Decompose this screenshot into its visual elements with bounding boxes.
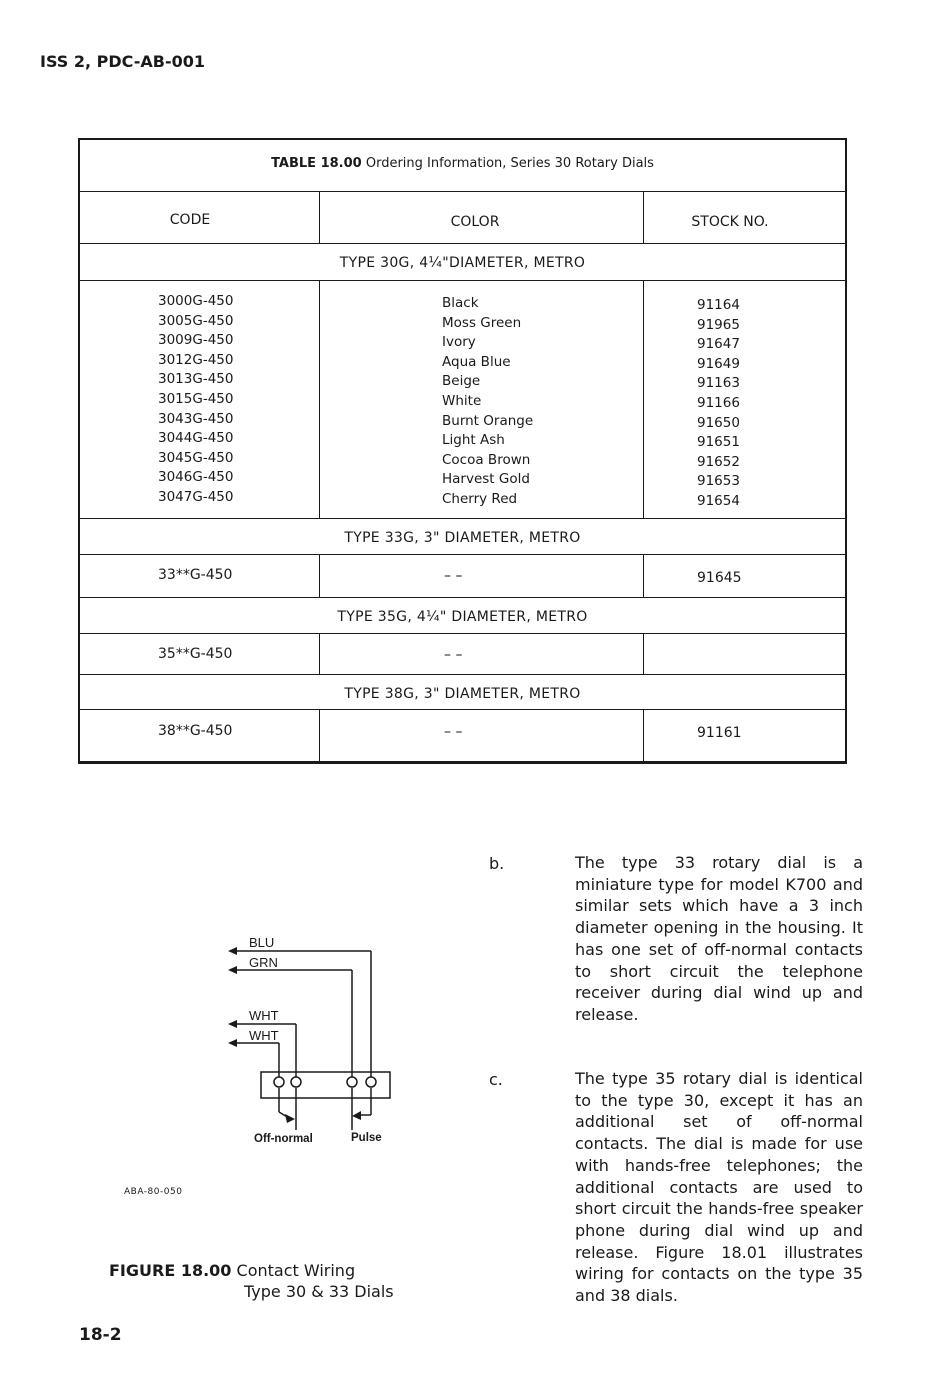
table-cell: 3009G-450: [158, 332, 234, 349]
label-wht-1: WHT: [249, 1008, 279, 1023]
column-divider: [319, 633, 320, 674]
label-off-normal: Off-normal: [254, 1133, 313, 1145]
column-divider: [643, 709, 644, 764]
table-cell: 3012G-450: [158, 351, 234, 368]
table-cell: 91653: [697, 473, 740, 490]
arrow-icon: [228, 1039, 237, 1047]
label-grn: GRN: [249, 955, 278, 970]
arrow-icon: [228, 1020, 237, 1028]
column-divider: [319, 709, 320, 764]
figure-number: FIGURE 18.00: [109, 1261, 232, 1280]
table-cell: Light Ash: [442, 432, 505, 449]
column-divider: [643, 191, 644, 243]
table-cell: Beige: [442, 373, 481, 390]
table-cell: 91654: [697, 492, 740, 509]
table-cell: 3045G-450: [158, 449, 234, 466]
code-33g: 33**G-450: [158, 567, 233, 583]
color-list: [442, 294, 533, 510]
label-pulse: Pulse: [351, 1132, 382, 1144]
table-cell: White: [442, 392, 482, 409]
table-rule: [80, 674, 845, 675]
table-cell: 91166: [697, 394, 740, 411]
column-header-color: COLOR: [450, 214, 500, 230]
table-cell: Cherry Red: [442, 490, 518, 507]
code-38g: 38**G-450: [158, 723, 233, 739]
table-title: Ordering Information, Series 30 Rotary Dials: [365, 156, 654, 171]
label-wht-2: WHT: [249, 1028, 279, 1043]
table-cell: 91164: [697, 297, 740, 313]
arrow-icon: [285, 1114, 295, 1123]
table-rule: [80, 554, 845, 555]
table-rule: [80, 633, 845, 634]
figure-reference: ABA-80-050: [124, 1187, 183, 1197]
table-cell: Harvest Gold: [442, 471, 530, 488]
color-35g: – –: [444, 647, 463, 663]
table-cell: 91652: [697, 453, 740, 470]
document-header: ISS 2, PDC-AB-001: [40, 52, 206, 71]
column-header-code: CODE: [169, 212, 211, 228]
table-caption: [80, 156, 845, 171]
terminal-circle: [347, 1077, 357, 1087]
column-divider: [643, 633, 644, 674]
table-cell: Black: [442, 295, 479, 311]
table-cell: Moss Green: [442, 314, 522, 331]
ordering-table: [78, 138, 847, 764]
terminal-circle: [274, 1077, 284, 1087]
color-33g: – –: [444, 568, 463, 584]
paragraph-c-label: c.: [489, 1070, 503, 1089]
table-cell: Aqua Blue: [442, 353, 511, 370]
column-divider: [319, 191, 320, 243]
page-number: 18-2: [79, 1325, 122, 1345]
table-cell: Ivory: [442, 334, 476, 351]
paragraph-b: The type 33 rotary dial is a miniature type for model K700 and similar sets which have a 3 inch diameter opening in the housing. It has one set of off-normal contacts to short circuit the telephone receiver during dial wind up and release.: [575, 853, 863, 1024]
arrow-icon: [228, 966, 237, 974]
arrow-icon: [352, 1111, 361, 1120]
table-cell: 3013G-450: [158, 371, 234, 388]
column-divider: [643, 280, 644, 518]
table-rule: [80, 709, 845, 710]
terminal-circle: [291, 1077, 301, 1087]
figure-caption-line2: Type 30 & 33 Dials: [244, 1282, 394, 1301]
stock-38g: 91161: [697, 725, 742, 741]
contact-wiring-diagram: [225, 930, 405, 1150]
paragraph-b-label: b.: [489, 854, 505, 873]
color-38g: – –: [444, 724, 463, 740]
arrow-icon: [228, 947, 237, 955]
table-cell: 91647: [697, 336, 740, 353]
stock-33g: 91645: [697, 570, 742, 586]
table-cell: 3046G-450: [158, 469, 234, 486]
table-number: TABLE 18.00: [271, 156, 362, 171]
column-header-stock: STOCK NO.: [691, 214, 769, 230]
section-type-30g: TYPE 30G, 4¼"DIAMETER, METRO: [339, 255, 586, 271]
paragraph-c: The type 35 rotary dial is identical to the type 30, except it has an additional set of off-normal contacts. The dial is made for use with hands-free telephones; the additional contacts are used to short circuit the hands-free speaker phone during dial wind up and release. Figure 18.01 illustrates wiring for contacts on the type 35 and 38 dials.: [575, 1069, 863, 1306]
column-divider: [319, 554, 320, 597]
terminal-circle: [366, 1077, 376, 1087]
table-cell: 3043G-450: [158, 410, 234, 427]
table-rule: [80, 597, 845, 598]
column-divider: [643, 554, 644, 597]
table-cell: 3000G-450: [158, 293, 234, 309]
code-list: [158, 292, 233, 508]
table-cell: 91649: [697, 355, 740, 372]
table-cell: 3044G-450: [158, 430, 234, 447]
section-type-38g: TYPE 38G, 3" DIAMETER, METRO: [344, 686, 581, 702]
table-cell: 91651: [697, 434, 740, 451]
table-rule: [80, 280, 845, 281]
table-cell: 3047G-450: [158, 488, 234, 505]
table-cell: 91163: [697, 375, 740, 392]
code-35g: 35**G-450: [158, 646, 233, 662]
section-type-35g: TYPE 35G, 4¼" DIAMETER, METRO: [337, 609, 588, 625]
table-rule: [80, 243, 845, 244]
column-divider: [319, 280, 320, 518]
figure-caption: [109, 1260, 394, 1302]
section-type-33g: TYPE 33G, 3" DIAMETER, METRO: [344, 530, 581, 546]
table-cell: 3005G-450: [158, 312, 234, 329]
table-cell: 91650: [697, 414, 740, 431]
stock-list: [697, 296, 740, 512]
table-cell: 3015G-450: [158, 390, 234, 407]
table-cell: Cocoa Brown: [442, 451, 531, 468]
label-blu: BLU: [249, 935, 275, 950]
table-cell: 91965: [697, 316, 740, 333]
table-rule: [80, 191, 845, 192]
table-cell: Burnt Orange: [442, 412, 534, 429]
figure-caption-line1: Contact Wiring: [236, 1261, 356, 1280]
table-rule: [80, 518, 845, 519]
